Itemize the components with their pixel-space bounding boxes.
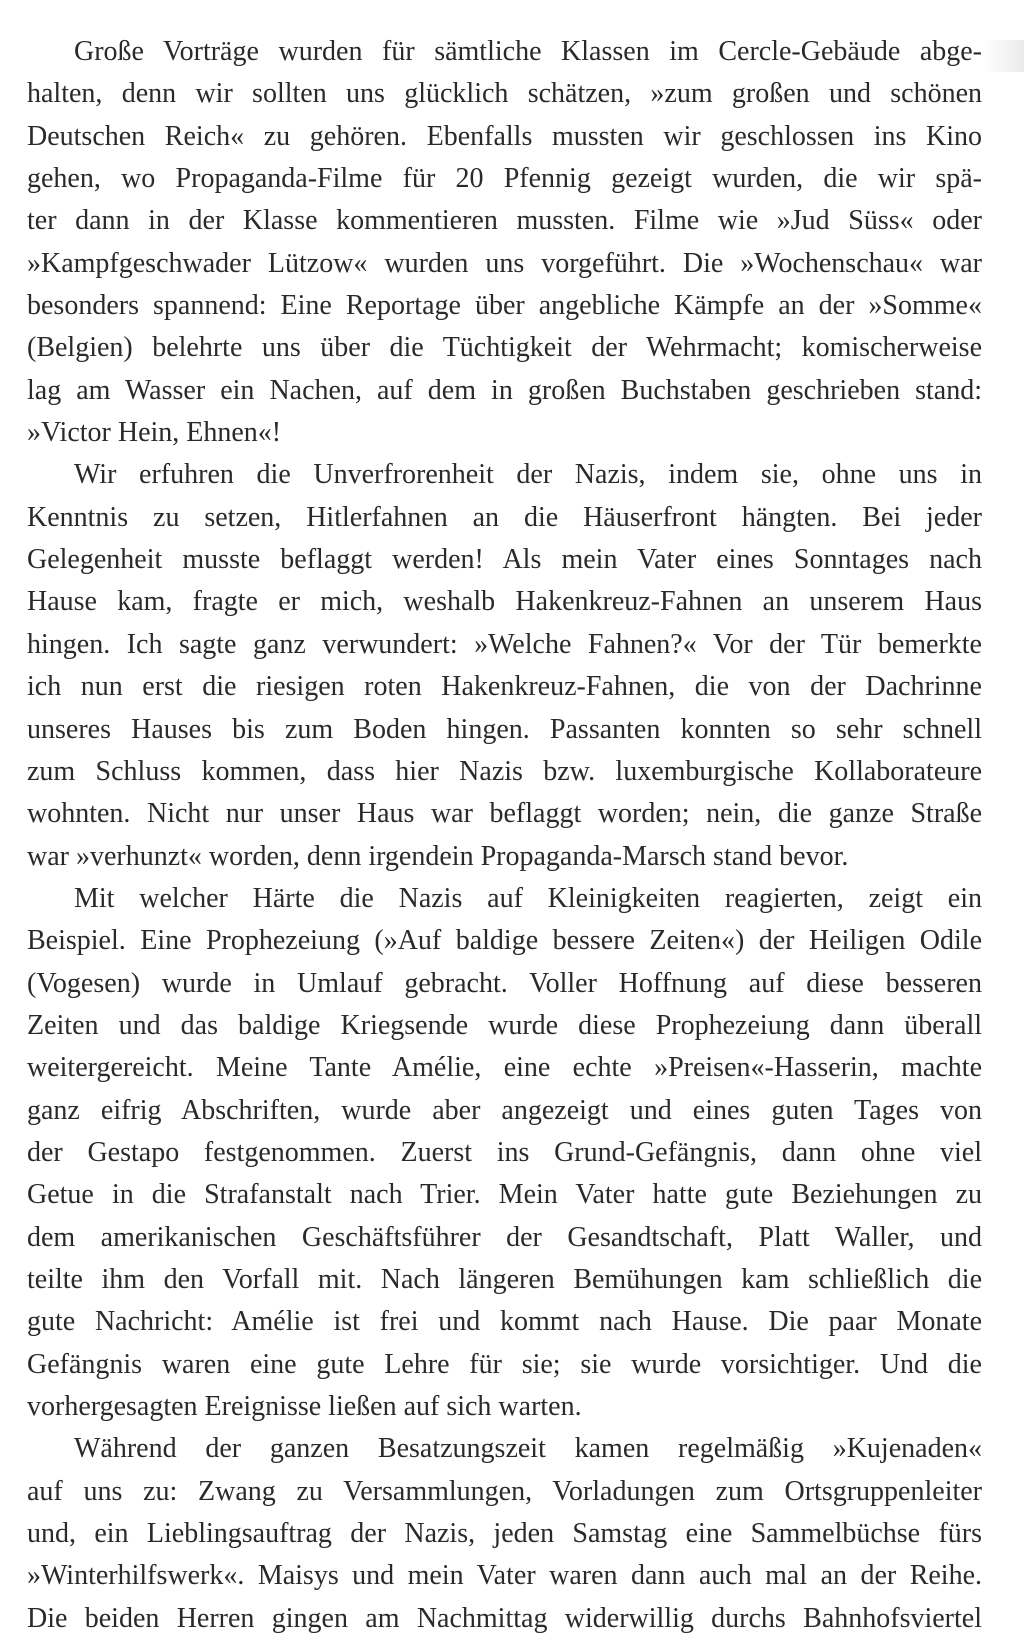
- text-line: ter dann in der Klasse kommentieren mussten. Filme wie »Jud Süss« oder: [27, 205, 982, 237]
- text-line: (Belgien) belehrte uns über die Tüchtigkeit der Wehrmacht; komischerweise: [27, 332, 982, 364]
- text-line: Mit welcher Härte die Nazis auf Kleinigkeiten reagierten, zeigt ein: [74, 882, 982, 914]
- text-line: (Vogesen) wurde in Umlauf gebracht. Voller Hoffnung auf diese besseren: [27, 967, 982, 999]
- text-line: Die beiden Herren gingen am Nachmittag widerwillig durchs Bahnhofsviertel: [27, 1602, 982, 1634]
- text-line: unseres Hauses bis zum Boden hingen. Passanten konnten so sehr schnell: [27, 713, 982, 745]
- text-line: der Gestapo festgenommen. Zuerst ins Grund-Gefängnis, dann ohne viel: [27, 1136, 982, 1168]
- text-line: »Winterhilfswerk«. Maisys und mein Vater waren dann auch mal an der Reihe.: [27, 1560, 982, 1592]
- paragraph-1: [27, 31, 982, 454]
- text-line: teilte ihm den Vorfall mit. Nach längeren Bemühungen kam schließlich die: [27, 1263, 982, 1295]
- scan-edge-shadow: [984, 40, 1024, 72]
- text-line: Zeiten und das baldige Kriegsende wurde diese Prophezeiung dann überall: [27, 1009, 982, 1041]
- paragraph-4: [27, 1428, 982, 1640]
- text-line: zum Schluss kommen, dass hier Nazis bzw. luxemburgische Kollaborateure: [27, 755, 982, 787]
- text-line: dem amerikanischen Geschäftsführer der Gesandtschaft, Platt Waller, und: [27, 1221, 982, 1253]
- text-line: weitergereicht. Meine Tante Amélie, eine echte »Preisen«-Hasserin, machte: [27, 1052, 982, 1084]
- text-line: gute Nachricht: Amélie ist frei und kommt nach Hause. Die paar Monate: [27, 1306, 982, 1338]
- text-line: Beispiel. Eine Prophezeiung (»Auf baldige bessere Zeiten«) der Heiligen Odile: [27, 925, 982, 957]
- text-line: lag am Wasser ein Nachen, auf dem in großen Buchstaben geschrieben stand:: [27, 374, 982, 406]
- text-line: Deutschen Reich« zu gehören. Ebenfalls mussten wir geschlossen ins Kino: [27, 120, 982, 152]
- paragraph-3: [27, 878, 982, 1428]
- text-line: halten, denn wir sollten uns glücklich schätzen, »zum großen und schönen: [27, 78, 982, 110]
- text-line: vorhergesagten Ereignisse ließen auf sich warten.: [27, 1391, 582, 1422]
- text-line: »Victor Hein, Ehnen«!: [27, 417, 282, 449]
- text-line: Wir erfuhren die Unverfrorenheit der Nazis, indem sie, ohne uns in: [74, 459, 982, 491]
- text-line: Hause kam, fragte er mich, weshalb Hakenkreuz-Fahnen an unserem Haus: [27, 586, 982, 618]
- paragraph-2: [27, 454, 982, 877]
- text-line: und, ein Lieblingsauftrag der Nazis, jeden Samstag eine Sammelbüchse fürs: [27, 1518, 982, 1550]
- text-line: wohnten. Nicht nur unser Haus war beflaggt worden; nein, die ganze Straße: [27, 798, 982, 830]
- text-line: Gelegenheit musste beflaggt werden! Als mein Vater eines Sonntages nach: [27, 544, 982, 576]
- text-line: hingen. Ich sagte ganz verwundert: »Welche Fahnen?« Vor der Tür bemerkte: [27, 628, 982, 660]
- text-line: Kenntnis zu setzen, Hitlerfahnen an die Häuserfront hängten. Bei jeder: [27, 501, 982, 533]
- text-line: besonders spannend: Eine Reportage über angebliche Kämpfe an der »Somme«: [27, 290, 982, 322]
- text-line: Große Vorträge wurden für sämtliche Klassen im Cercle-Gebäude abge-: [74, 36, 982, 67]
- text-line: ich nun erst die riesigen roten Hakenkreuz-Fahnen, die von der Dachrinne: [27, 671, 982, 703]
- body-text: [27, 31, 982, 1640]
- text-line: Getue in die Strafanstalt nach Trier. Mein Vater hatte gute Beziehungen zu: [27, 1179, 982, 1211]
- text-line: auf uns zu: Zwang zu Versammlungen, Vorladungen zum Ortsgruppenleiter: [27, 1475, 982, 1507]
- text-line: Gefängnis waren eine gute Lehre für sie; sie wurde vorsichtiger. Und die: [27, 1348, 982, 1380]
- text-line: »Kampfgeschwader Lützow« wurden uns vorgeführt. Die »Wochenschau« war: [27, 247, 982, 279]
- text-line: ganz eifrig Abschriften, wurde aber angezeigt und eines guten Tages von: [27, 1094, 982, 1126]
- text-line: gehen, wo Propaganda-Filme für 20 Pfennig gezeigt wurden, die wir spä-: [27, 163, 982, 195]
- text-line: Während der ganzen Besatzungszeit kamen regelmäßig »Kujenaden«: [74, 1433, 982, 1465]
- text-line: war »verhunzt« worden, denn irgendein Propaganda-Marsch stand bevor.: [27, 840, 849, 872]
